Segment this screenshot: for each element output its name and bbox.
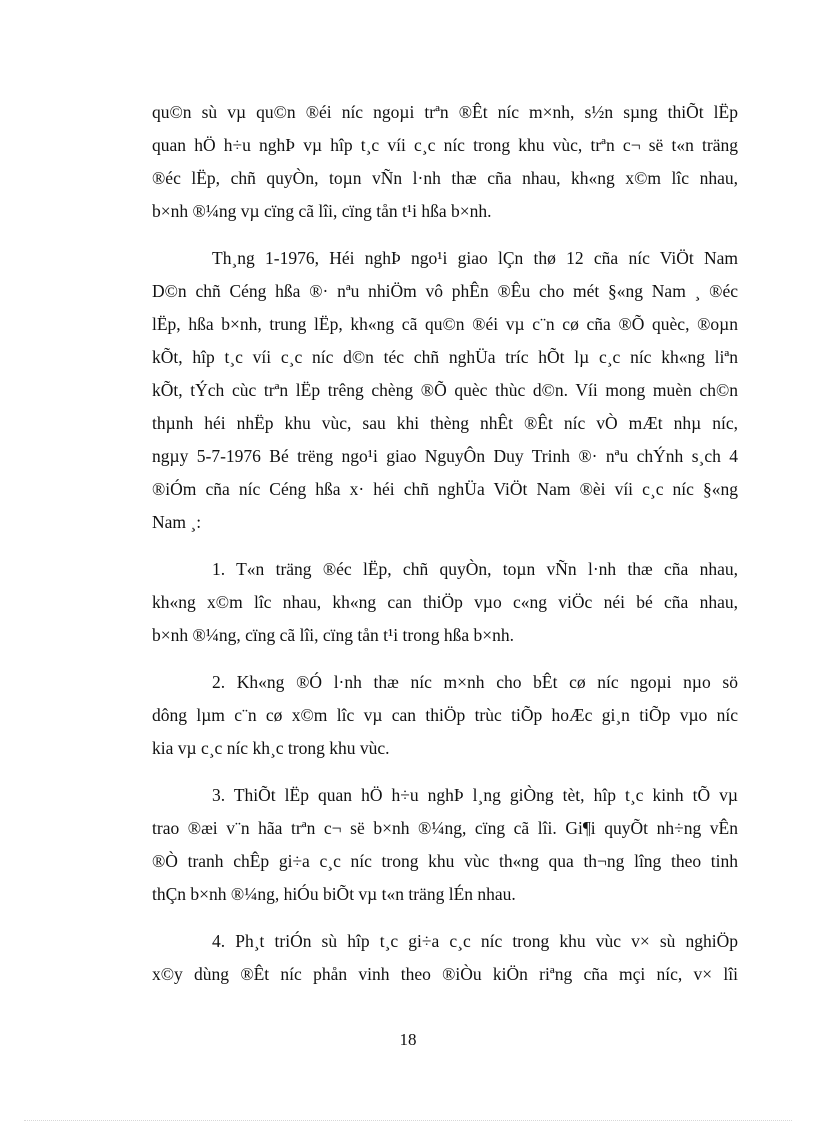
body-text bbox=[152, 96, 738, 1005]
text-line: 1. T«n träng ®éc lËp, chñ quyÒn, toµn vÑn l·nh thæ cña nhau, bbox=[212, 559, 738, 579]
paragraph-1 bbox=[152, 96, 738, 228]
text-line: qu©n sù vµ qu©n ®éi níc ngoµi trªn ®Êt níc m×nh, s½n sµng thiÕt lËp bbox=[152, 102, 738, 122]
page-bottom-divider bbox=[24, 1120, 792, 1121]
paragraph-4 bbox=[152, 666, 738, 765]
paragraph-3 bbox=[152, 553, 738, 652]
text-line: thµnh héi nhËp khu vùc, sau khi thèng nhÊt ®Êt níc vÒ mÆt nhµ níc, bbox=[152, 413, 738, 433]
text-line: x©y dùng ®Êt níc phån vinh theo ®iÒu kiÖn riªng cña mçi níc, v× lîi bbox=[152, 964, 738, 984]
text-line: thÇn b×nh ®¼ng, hiÓu biÕt vµ t«n träng lÉn nhau. bbox=[152, 884, 516, 904]
text-line: 2. Kh«ng ®Ó l·nh thæ níc m×nh cho bÊt cø níc ngoµi nµo sö bbox=[212, 672, 738, 692]
text-line: b×nh ®¼ng, cïng cã lîi, cïng tån t¹i trong hßa b×nh. bbox=[152, 625, 514, 645]
text-line: kÕt, tÝch cùc trªn lËp trêng chèng ®Õ quèc thùc d©n. Víi mong muèn ch©n bbox=[152, 380, 738, 400]
text-line: ®éc lËp, chñ quyÒn, toµn vÑn l·nh thæ cña nhau, kh«ng x©m lîc nhau, bbox=[152, 168, 738, 188]
paragraph-6 bbox=[152, 925, 738, 991]
text-line: ®Ò tranh chÊp gi÷a c¸c níc trong khu vùc th«ng qua th¬ng lîng theo tinh bbox=[152, 851, 738, 871]
text-line: kÕt, hîp t¸c víi c¸c níc d©n téc chñ nghÜa tríc hÕt lµ c¸c níc kh«ng liªn bbox=[152, 347, 738, 367]
text-line: ngµy 5-7-1976 Bé trëng ngo¹i giao NguyÔn Duy Trinh ®· nªu chÝnh s¸ch 4 bbox=[152, 446, 738, 466]
paragraph-2 bbox=[152, 242, 738, 539]
text-line: lËp, hßa b×nh, trung lËp, kh«ng cã qu©n ®éi vµ c¨n cø cña ®Õ quèc, ®oµn bbox=[152, 314, 738, 334]
text-line: Th¸ng 1-1976, Héi nghÞ ngo¹i giao lÇn thø 12 cña níc ViÖt Nam bbox=[212, 248, 738, 268]
text-line: 4. Ph¸t triÓn sù hîp t¸c gi÷a c¸c níc trong khu vùc v× sù nghiÖp bbox=[212, 931, 738, 951]
page-number: 18 bbox=[399, 1030, 417, 1049]
text-line: dông lµm c¨n cø x©m lîc vµ can thiÖp trùc tiÕp hoÆc gi¸n tiÕp vµo níc bbox=[152, 705, 738, 725]
text-line: b×nh ®¼ng vµ cïng cã lîi, cïng tån t¹i hßa b×nh. bbox=[152, 201, 492, 221]
text-line: quan hÖ h÷u nghÞ vµ hîp t¸c víi c¸c níc trong khu vùc, trªn c¬ së t«n träng bbox=[152, 135, 738, 155]
text-line: kia vµ c¸c níc kh¸c trong khu vùc. bbox=[152, 738, 390, 758]
text-line: ®iÓm cña níc Céng hßa x· héi chñ nghÜa ViÖt Nam ®èi víi c¸c níc §«ng bbox=[152, 479, 738, 499]
paragraph-5 bbox=[152, 779, 738, 911]
text-line: 3. ThiÕt lËp quan hÖ h÷u nghÞ l¸ng giÒng tèt, hîp t¸c kinh tÕ vµ bbox=[212, 785, 738, 805]
text-line: kh«ng x©m lîc nhau, kh«ng can thiÖp vµo c«ng viÖc néi bé cña nhau, bbox=[152, 592, 738, 612]
text-line: D©n chñ Céng hßa ®· nªu nhiÖm vô phÊn ®Êu cho mét §«ng Nam ¸ ®éc bbox=[152, 281, 738, 301]
text-line: trao ®æi v¨n hãa trªn c¬ së b×nh ®¼ng, cïng cã lîi. Gi¶i quyÕt nh÷ng vÊn bbox=[152, 818, 738, 838]
text-line: Nam ¸: bbox=[152, 512, 202, 532]
